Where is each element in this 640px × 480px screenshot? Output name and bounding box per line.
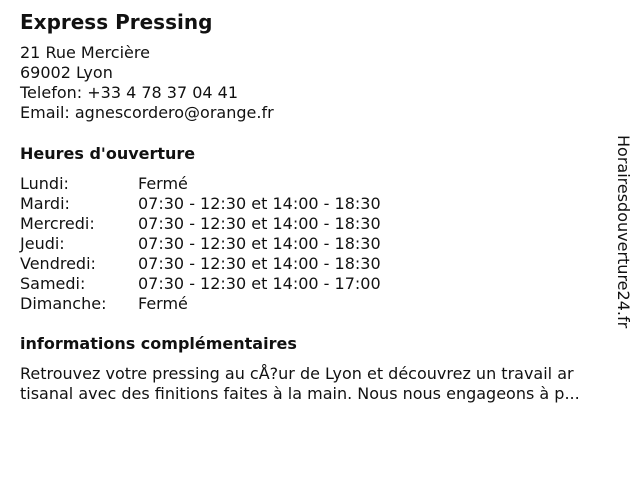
day-label: Mercredi: — [20, 214, 95, 233]
hours-value: 07:30 - 12:30 et 14:00 - 18:30 — [138, 254, 381, 273]
street-address: 21 Rue Mercière — [20, 43, 150, 62]
watermark-text: Horairesdouverture24.fr — [614, 135, 633, 329]
business-name: Express Pressing — [20, 10, 213, 34]
site-watermark — [613, 135, 633, 345]
additional-info-heading: informations complémentaires — [20, 334, 297, 353]
hours-value: 07:30 - 12:30 et 14:00 - 18:30 — [138, 214, 381, 233]
day-label: Dimanche: — [20, 294, 107, 313]
info-line: Retrouvez votre pressing au cÅ?ur de Lyon et découvrez un travail ar — [20, 364, 574, 383]
hours-value: 07:30 - 12:30 et 14:00 - 17:00 — [138, 274, 381, 293]
hours-value: 07:30 - 12:30 et 14:00 - 18:30 — [138, 234, 381, 253]
day-label: Samedi: — [20, 274, 86, 293]
day-label: Jeudi: — [20, 234, 65, 253]
hours-value: 07:30 - 12:30 et 14:00 - 18:30 — [138, 194, 381, 213]
opening-hours-heading: Heures d'ouverture — [20, 144, 196, 163]
day-label: Vendredi: — [20, 254, 96, 273]
email-address: Email: agnescordero@orange.fr — [20, 103, 274, 122]
city-postcode: 69002 Lyon — [20, 63, 113, 82]
day-label: Lundi: — [20, 174, 69, 193]
hours-value: Fermé — [138, 174, 188, 193]
info-line: tisanal avec des finitions faites à la main. Nous nous engageons à p... — [20, 384, 580, 403]
day-label: Mardi: — [20, 194, 70, 213]
additional-info-text — [20, 364, 630, 404]
hours-value: Fermé — [138, 294, 188, 313]
phone-number: Telefon: +33 4 78 37 04 41 — [20, 83, 239, 102]
contact-block — [20, 43, 274, 123]
